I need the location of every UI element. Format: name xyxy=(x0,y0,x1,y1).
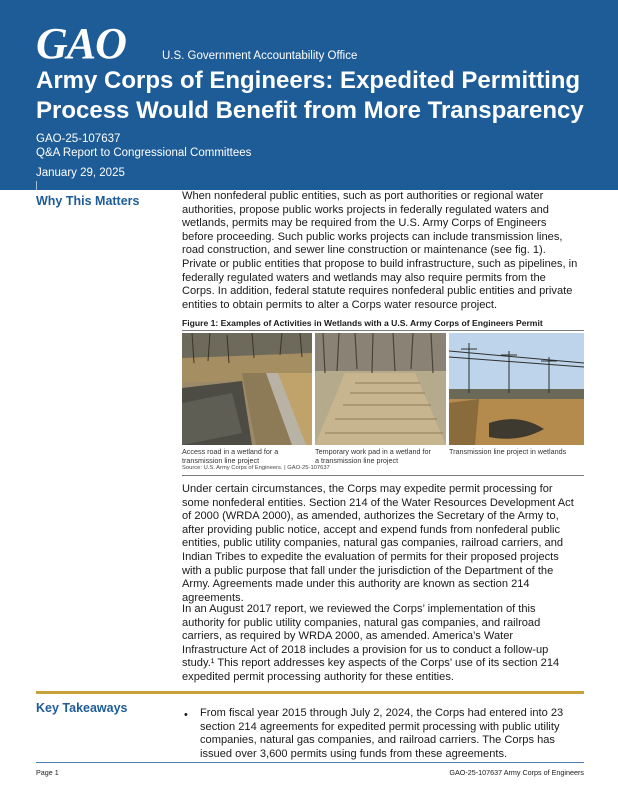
key-takeaways-heading: Key Takeaways xyxy=(36,701,128,715)
report-header xyxy=(0,0,618,190)
agency-name: U.S. Government Accountability Office xyxy=(162,50,358,62)
photo-caption-3: Transmission line project in wetlands xyxy=(449,447,567,456)
footer-rule xyxy=(36,762,584,763)
why-this-matters-paragraph-2: Under certain circumstances, the Corps may expedite permit processing for some nonfederal entities. Section 214 of the Water Resources Development Act of 2000 (WRDA 2000), as amended, authorizes the Secretary of the Army to, after providing public notice, accept and expend funds from nonfederal public entities, public utility companies, natural gas companies, railroad carriers, and Indian Tribes to expedite the evaluation of permits for their proposed projects with a public purpose that fall under the jurisdiction of the Department of the Army. Agreements made under this authority are known as section 214 agreements. xyxy=(182,483,574,604)
figure-bottom-rule xyxy=(182,475,584,476)
why-this-matters-paragraph-1: When nonfederal public entities, such as port authorities or regional water authorities, propose public works projects in federally regulated waters and wetlands, permits may be required from the U.S. Army Corps of Engineers before proceeding. Such public works projects can include transmission lines, road construction, and sewer line construction or maintenance (see fig. 1). Private or public entities that propose to build infrastructure, such as pipelines, in federally regulated waters and wetlands may also require permits from the Corps. In addition, federal statute requires nonfederal public entities and private entities to obtain permits to alter a Corps water resource project. xyxy=(182,190,578,311)
title-line-2: Process Would Benefit from More Transparency xyxy=(36,97,584,124)
bullet-icon: • xyxy=(184,709,188,721)
report-title xyxy=(36,66,606,126)
work-pad-photo xyxy=(315,333,446,445)
figure-1-caption: Figure 1: Examples of Activities in Wetlands with a U.S. Army Corps of Engineers Permit xyxy=(182,318,543,328)
footer-report-id: GAO-25-107637 Army Corps of Engineers xyxy=(449,768,584,777)
section-divider xyxy=(36,691,584,694)
report-date: January 29, 2025 xyxy=(36,167,125,179)
title-line-1: Army Corps of Engineers: Expedited Permitting xyxy=(36,67,581,94)
gao-logo: GAO xyxy=(36,19,126,68)
report-number: GAO-25-107637 xyxy=(36,133,121,145)
key-takeaway-1: From fiscal year 2015 through July 2, 2024, the Corps had entered into 23 section 214 agreements for expedited permit processing with public utility companies, natural gas companies, and railroad carriers. The Corps has issued over 3,600 permits using funds from these agreements. xyxy=(200,707,564,760)
why-this-matters-paragraph-3: In an August 2017 report, we reviewed the Corps’ implementation of this authority for public utility companies, natural gas companies, and railroad carriers, as required by WRDA 2000, as amended. America’s Water Infrastructure Act of 2018 includes a provision for us to conduct a follow-up study.¹ This report addresses key aspects of the Corps’ use of its section 214 expedited permit processing authority for these entities. xyxy=(182,603,560,683)
header-divider-tick xyxy=(36,181,37,190)
wetland-access-road-photo xyxy=(182,333,312,445)
figure-source: Source: U.S. Army Corps of Engineers. | GAO-25-107637 xyxy=(182,465,330,471)
why-this-matters-heading: Why This Matters xyxy=(36,194,140,208)
photo-caption-2: Temporary work pad in a wetland for a transmission line project xyxy=(315,447,431,465)
photo-caption-1: Access road in a wetland for a transmission line project xyxy=(182,447,279,465)
figure-top-rule xyxy=(182,330,584,331)
page-number: Page 1 xyxy=(36,768,59,777)
report-type: Q&A Report to Congressional Committees xyxy=(36,147,252,159)
transmission-line-photo xyxy=(449,333,584,445)
